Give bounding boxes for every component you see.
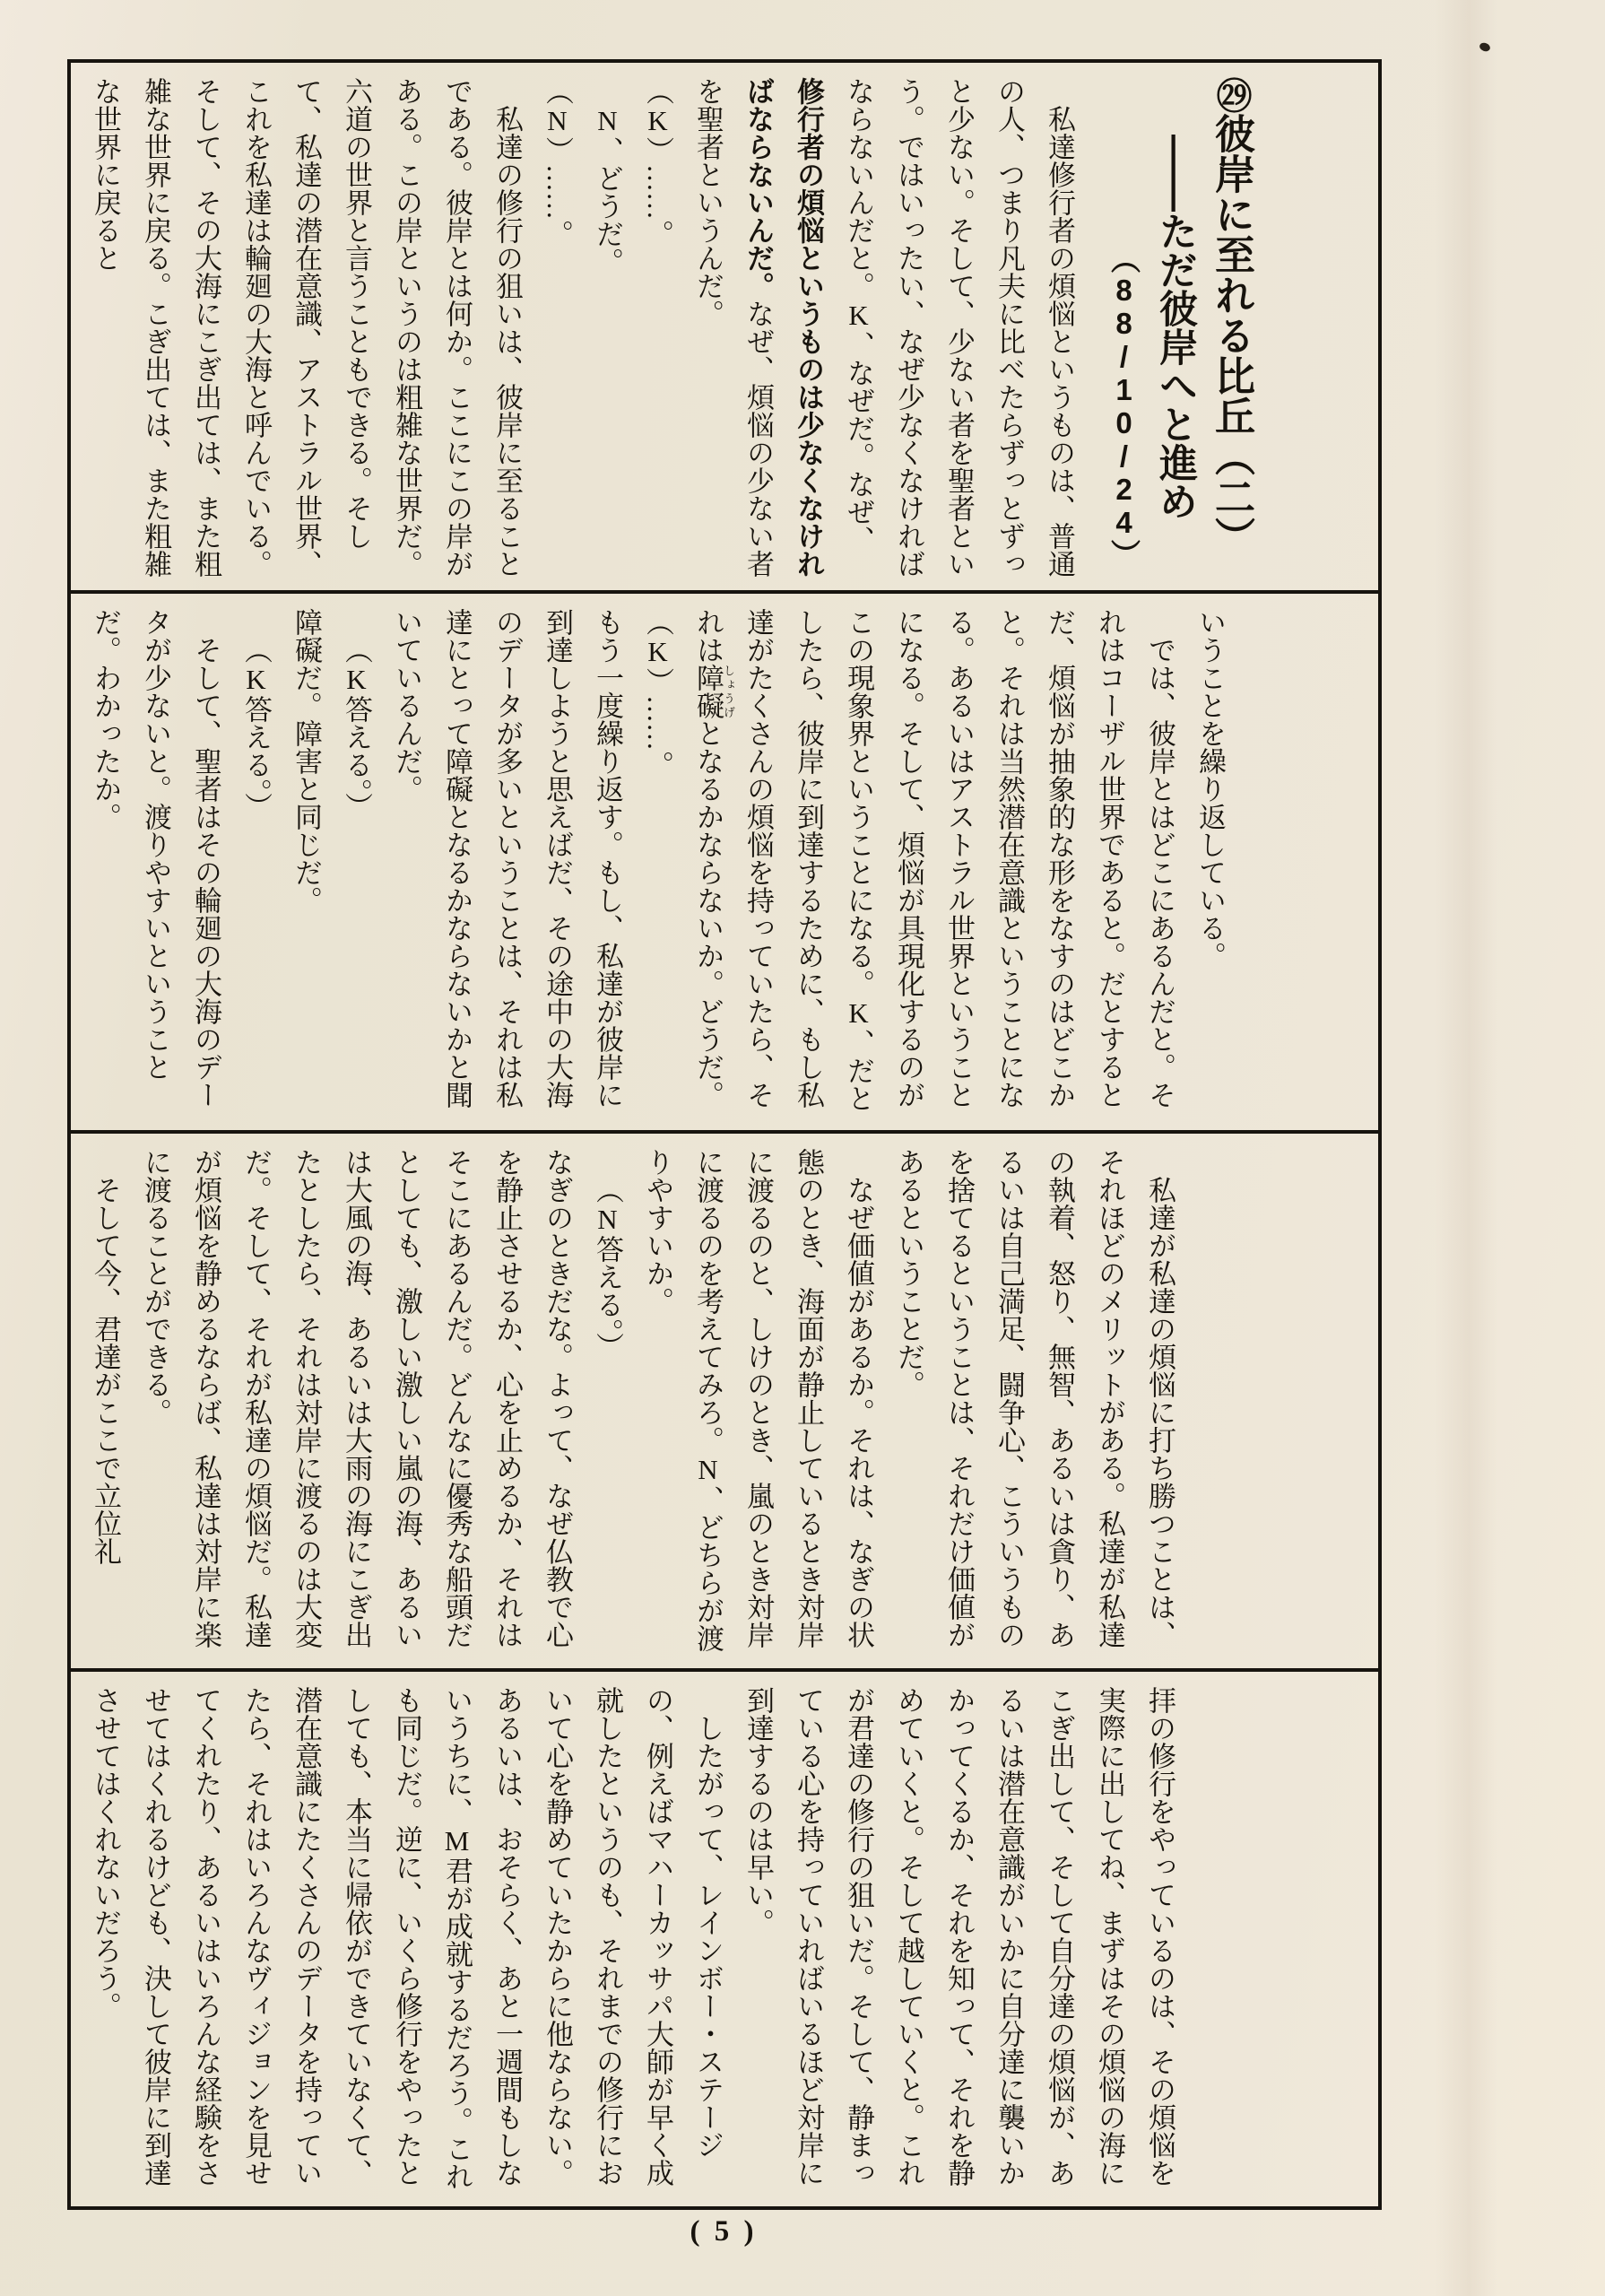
paragraph <box>80 77 532 579</box>
band-2-text <box>80 608 1235 1119</box>
text-segment: なぜ、煩悩の少ない者を聖者というんだ。 <box>692 77 774 578</box>
article-number-and-title <box>1202 77 1260 579</box>
band-3-text <box>80 1148 1184 1657</box>
text-segment: （ <box>542 77 573 105</box>
text-segment: K <box>843 300 874 331</box>
text-segment: となるかならないか。どうだ。 <box>692 719 724 1109</box>
paragraph <box>632 1148 883 1657</box>
text-segment: 答える。） <box>240 695 272 821</box>
paragraph <box>883 1148 1184 1657</box>
text-segment: そして今、君達がここで立位礼 <box>90 1176 121 1565</box>
paragraph <box>632 608 682 1119</box>
text-segment: （ <box>642 77 673 105</box>
text-segment: 障礙しょうげ <box>692 664 735 719</box>
band-1-text <box>80 77 1267 579</box>
text-segment: M <box>441 1825 473 1857</box>
text-segment: したがって、レインボー・ステージの、例えばマハーカッサパ大師が早く成就したというのも、それまでの修行において心を静めていたからに他ならない。あるいは、おそらく、あと一週間もしないうちに、 <box>441 1686 724 2187</box>
text-segment: N <box>592 1204 623 1235</box>
paragraph <box>230 608 281 1119</box>
text-segment: いうことを繰り返している。 <box>1194 608 1226 970</box>
text-segment: 答える。） <box>341 695 372 821</box>
text-segment: 拝の修行をやっているのは、その煩悩を実際に出してね、まずはその煩悩の海にこぎ出して、そして自分達の煩悩が、あるいは潜在意識がいかに自分達に襲いかかってくるか、それを知って、それを静めていくと。そして越していくと。これが君達の修行の狙いだ。そして、静まっている心を持っていればいるほど対岸に到達するのは早い。 <box>742 1686 1176 2187</box>
text-segment: （ <box>642 608 673 636</box>
paragraph <box>582 1148 632 1657</box>
text-segment: N <box>692 1454 724 1485</box>
text-segment: ）……。 <box>642 136 673 248</box>
paragraph <box>331 608 381 1119</box>
text-segment: ）……。 <box>542 136 573 248</box>
text-segment: 88/10/24 <box>1107 274 1141 539</box>
paragraph <box>130 1148 582 1657</box>
text-segment: なぎのときだな。よって、なぜ仏教で心を静止させるか、心を止めるか、それはそこにあるんだ。どんなに優秀な船頭だとしても、激しい激しい嵐の海、あるいは大風の海、あるいは大雨の海にこぎ出たとしたら、それは対岸に渡るのは大変だ。そして、それが私達の煩悩だ。私達が煩悩を静めるならば、私達は対岸に楽に渡ることができる。 <box>140 1148 573 1648</box>
band-4 <box>71 1668 1378 2206</box>
paragraph <box>682 77 1084 579</box>
paragraph <box>1184 608 1235 1119</box>
article-subtitle <box>1149 77 1202 579</box>
paragraph <box>381 608 632 1119</box>
text-segment: ㉙ <box>1211 77 1251 113</box>
text-segment: では、彼岸とはどこにあるんだと。それはコーザル世界であると。だとするとだ、煩悩が抽象的な形をなすのはどこかと。それは当然潜在意識ということになる。あるいはアストラル世界ということになる。そして、煩悩が具現化するのがこの現象界ということになる。 <box>843 608 1176 1109</box>
paragraph <box>682 608 1184 1119</box>
text-segment: 、どちらが渡りやすいか。 <box>642 1148 724 1652</box>
paragraph <box>80 1148 130 1657</box>
text-segment: 修行者の煩悩というものは少なくなければならないんだ。 <box>742 77 824 578</box>
text-segment: なぜ価値があるか。それは、なぎの状態のとき、海面が静止しているとき対岸に渡るのと、しけのとき、嵐のとき対岸に渡るのを考えてみろ。 <box>692 1148 874 1648</box>
text-segment: N <box>542 105 573 136</box>
text-segment: 私達の修行の狙いは、彼岸に至ることである。彼岸とは何か。ここにこの岸がある。この岸というのは粗雑な世界だ。六道の世界と言うこともできる。そして、私達の潜在意識、アストラル世界、これを私達は輪廻の大海と呼んでいる。そして、その大海にこぎ出ては、また粗雑な世界に戻る。こぎ出ては、また粗雑な世界に戻ると <box>90 77 523 578</box>
text-segment: K <box>341 664 372 695</box>
article-date <box>1098 77 1149 579</box>
text-segment: 、どうだ。 <box>592 136 623 275</box>
band-2 <box>71 590 1378 1130</box>
text-segment: ） <box>1107 539 1141 569</box>
text-segment: 私達が私達の煩悩に打ち勝つことは、それほどのメリットがある。私達が私達の執着、怒り、無智、あるいは貪り、あるいは自己満足、闘争心、こういうものを捨てるということは、それだけ価値があるということだ。 <box>893 1148 1176 1648</box>
text-segment: K <box>240 664 272 695</box>
text-segment: もう一度繰り返す。もし、私達が彼岸に到達しようと思えばだ、その途中の大海のデータが多いということは、それは私達にとって障礙となるかならないかと聞いているんだ。 <box>391 608 623 1109</box>
paragraph <box>532 77 582 579</box>
text-segment: 答える。） <box>592 1235 623 1361</box>
text-segment: 君が成就するだろう。これも同じだ。逆に、いくら修行をやったとしても、本当に帰依ができていなくて、潜在意識にたくさんのデータを持っていたら、それはいろんなヴィジョンを見せてくれたり、あるいはいろんな経験をさせてはくれるけども、決して彼岸に到達させてはくれないだろう。 <box>90 1686 473 2190</box>
text-segment: （ <box>592 1176 623 1204</box>
text-segment: ）……。 <box>642 667 673 778</box>
text-segment: （ <box>1107 244 1141 274</box>
text-segment: 私達修行者の煩悩というものは、普通の人、つまり凡夫に比べたらずっとずっと少ない。そして、少ない者を聖者という。ではいったい、なぜ少なくなければならないんだと。 <box>843 77 1075 578</box>
paragraph <box>80 608 230 1119</box>
page-edge-shading <box>1435 0 1497 2296</box>
text-segment: 、なぜだ。なぜ、 <box>843 331 874 553</box>
ink-speck <box>1479 41 1491 53</box>
band-4-text <box>80 1686 1184 2196</box>
page-number: ( 5 ) <box>690 2215 758 2248</box>
paragraph <box>281 608 331 1119</box>
text-segment: ――ただ彼岸へと進め <box>1154 135 1197 520</box>
text-segment: K <box>642 105 673 136</box>
paragraph <box>582 77 632 579</box>
text-segment: N <box>592 105 623 136</box>
text-segment: K <box>642 636 673 667</box>
article-title-block <box>1098 77 1260 579</box>
page-frame <box>67 59 1382 2210</box>
text-segment: そして、聖者はその輪廻の大海のデータが少ないと。渡りやすいということだ。わかったか。 <box>90 608 221 1109</box>
text-segment: （ <box>240 636 272 664</box>
text-segment: 彼岸に至れる比丘（二） <box>1209 113 1254 557</box>
text-segment: （ <box>341 636 372 664</box>
paragraph <box>733 1686 1184 2196</box>
text-segment: 、だとしたら、彼岸に到達するために、もし私達がたくさんの煩悩を持っていたら、それは <box>692 608 874 1112</box>
band-1 <box>71 63 1378 590</box>
text-segment: K <box>843 997 874 1029</box>
text-segment: 障礙だ。障害と同じだ。 <box>291 608 322 914</box>
band-3 <box>71 1130 1378 1668</box>
paragraph <box>632 77 682 579</box>
paragraph <box>80 1686 733 2196</box>
